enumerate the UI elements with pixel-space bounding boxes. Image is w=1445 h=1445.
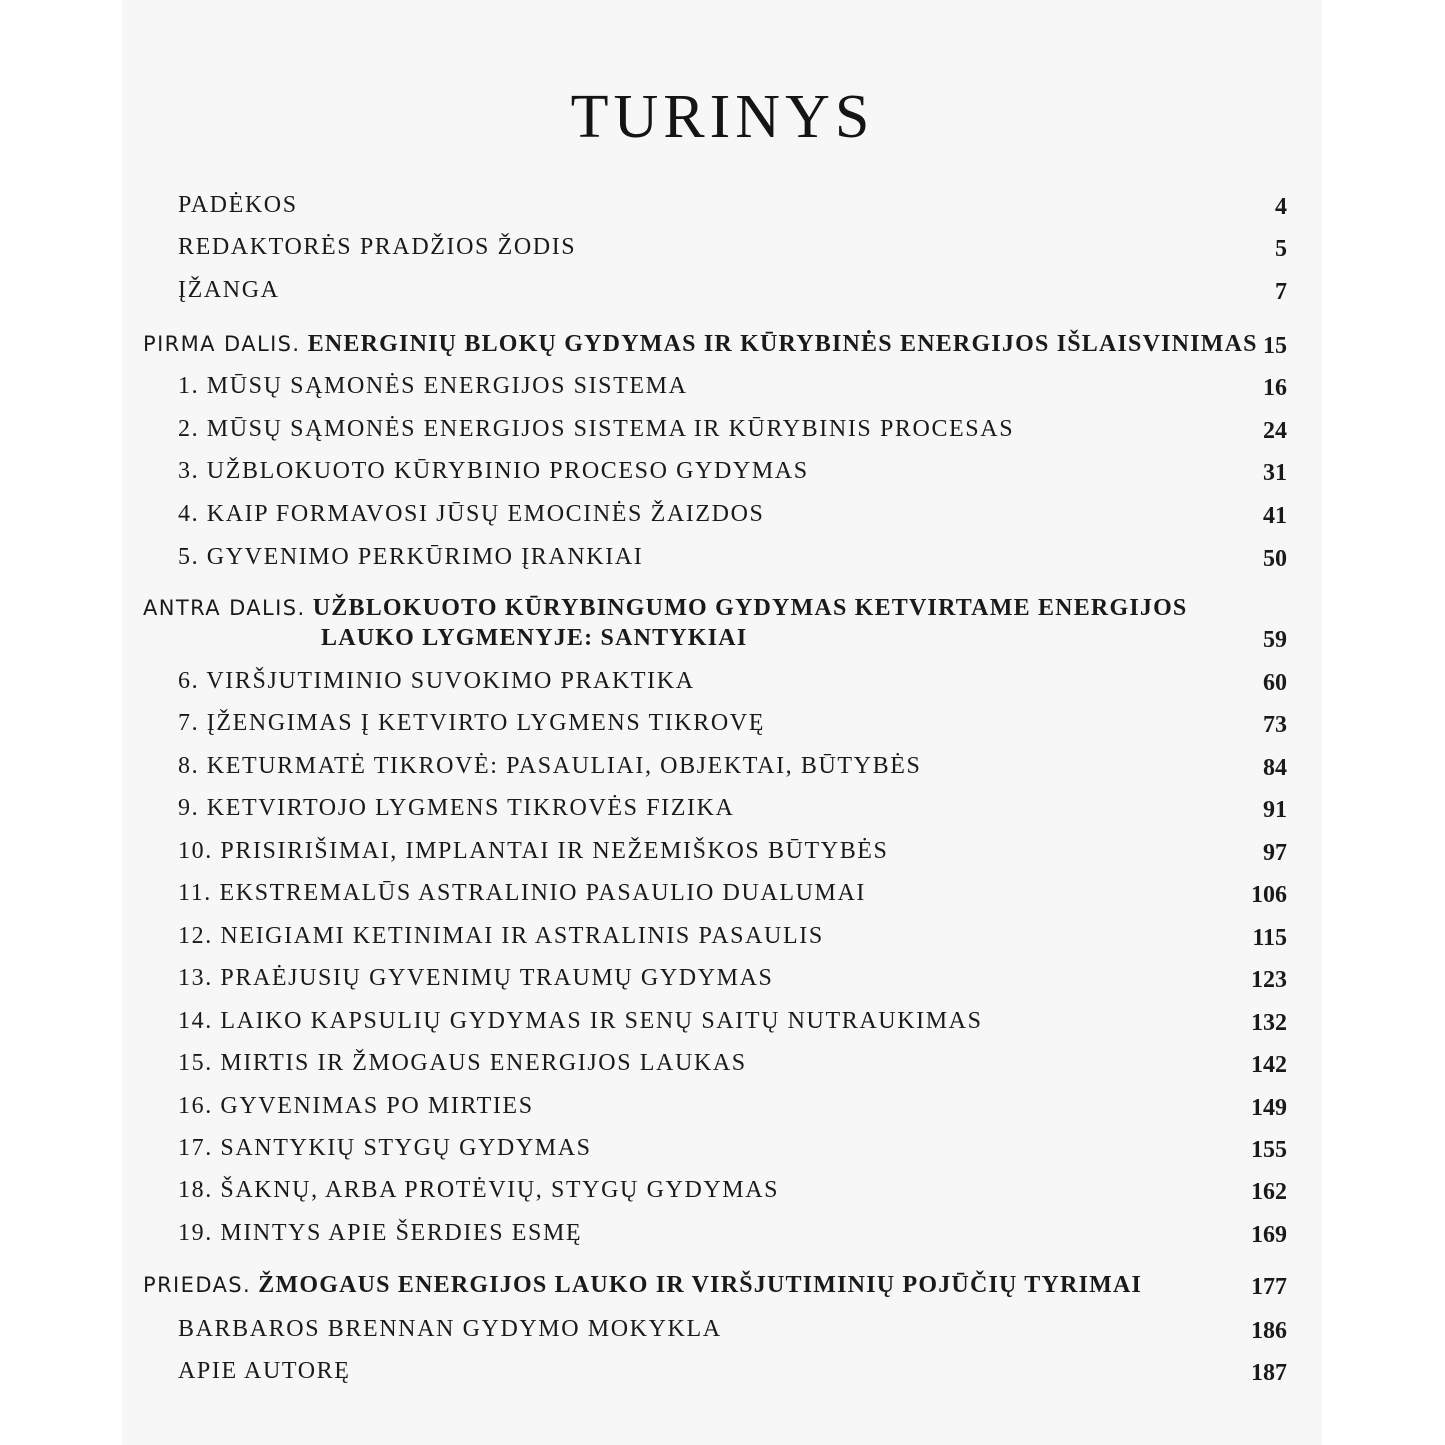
toc-entry-about-author[interactable]: [0, 1352, 1445, 1386]
toc-chapter-label: 8. KETURMATĖ TIKROVĖ: PASAULIAI, OBJEKTAI, BŪTYBĖS: [178, 753, 922, 779]
toc-page-number: 31: [1263, 460, 1287, 486]
toc-page-number: 186: [1251, 1318, 1287, 1344]
toc-part-heading: [143, 329, 1258, 359]
toc-chapter-10[interactable]: [0, 832, 1445, 866]
toc-chapter-label: 11. EKSTREMALŪS ASTRALINIO PASAULIO DUALUMAI: [178, 880, 866, 906]
toc-page-number: 60: [1263, 670, 1287, 696]
toc-page-number: 97: [1263, 840, 1287, 866]
page-title: TURINYS: [570, 82, 875, 151]
toc-chapter-label: 12. NEIGIAMI KETINIMAI IR ASTRALINIS PASAULIS: [178, 923, 824, 949]
toc-chapter-label: 4. KAIP FORMAVOSI JŪSŲ EMOCINĖS ŽAIZDOS: [178, 501, 765, 527]
toc-part-2-line-2[interactable]: [0, 619, 1445, 653]
toc-page-number: 123: [1251, 967, 1287, 993]
toc-chapter-label: 19. MINTYS APIE ŠERDIES ESMĘ: [178, 1220, 583, 1246]
toc-chapter-label: 7. ĮŽENGIMAS Į KETVIRTO LYGMENS TIKROVĘ: [178, 710, 765, 736]
toc-page-number: 177: [1251, 1274, 1287, 1300]
toc-page-number: 115: [1252, 925, 1287, 951]
toc-chapter-3[interactable]: [0, 452, 1445, 486]
toc-chapter-label: 5. GYVENIMO PERKŪRIMO ĮRANKIAI: [178, 544, 644, 570]
toc-entry-label: BARBAROS BRENNAN GYDYMO MOKYKLA: [178, 1316, 722, 1342]
toc-chapter-label: 18. ŠAKNŲ, ARBA PROTĖVIŲ, STYGŲ GYDYMAS: [178, 1177, 780, 1203]
toc-chapter-12[interactable]: [0, 917, 1445, 951]
toc-page-number: 84: [1263, 755, 1287, 781]
part-prefix: ANTRA DALIS.: [143, 596, 306, 620]
toc-chapter-label: 10. PRISIRIŠIMAI, IMPLANTAI IR NEŽEMIŠKOS BŪTYBĖS: [178, 838, 889, 864]
toc-entry-izanga[interactable]: [0, 271, 1445, 305]
toc-page-number: 73: [1263, 712, 1287, 738]
toc-entry-redaktores-zodis[interactable]: [0, 228, 1445, 262]
toc-chapter-1[interactable]: [0, 367, 1445, 401]
toc-page-number: 106: [1251, 882, 1287, 908]
toc-page-number: 15: [1263, 333, 1287, 359]
toc-chapter-label: 6. VIRŠJUTIMINIO SUVOKIMO PRAKTIKA: [178, 668, 695, 694]
toc-appendix-heading: [143, 1270, 1142, 1300]
toc-entry-label: APIE AUTORĘ: [178, 1358, 351, 1384]
toc-chapter-label: 14. LAIKO KAPSULIŲ GYDYMAS IR SENŲ SAITŲ NUTRAUKIMAS: [178, 1008, 983, 1034]
toc-chapter-label: 9. KETVIRTOJO LYGMENS TIKROVĖS FIZIKA: [178, 795, 735, 821]
appendix-prefix: PRIEDAS.: [143, 1273, 252, 1297]
toc-page-number: 16: [1263, 375, 1287, 401]
toc-chapter-label: 1. MŪSŲ SĄMONĖS ENERGIJOS SISTEMA: [178, 373, 688, 399]
toc-page-number: 24: [1263, 418, 1287, 444]
toc-chapter-19[interactable]: [0, 1214, 1445, 1248]
toc-chapter-label: 17. SANTYKIŲ STYGŲ GYDYMAS: [178, 1135, 592, 1161]
toc-page-number: 142: [1251, 1052, 1287, 1078]
toc-chapter-9[interactable]: [0, 789, 1445, 823]
toc-chapter-16[interactable]: [0, 1087, 1445, 1121]
toc-chapter-2[interactable]: [0, 410, 1445, 444]
toc-chapter-7[interactable]: [0, 704, 1445, 738]
part-prefix: PIRMA DALIS.: [143, 332, 301, 356]
toc-page-number: 169: [1251, 1222, 1287, 1248]
toc-appendix[interactable]: [0, 1266, 1445, 1300]
toc-chapter-11[interactable]: [0, 874, 1445, 908]
toc-chapter-8[interactable]: [0, 747, 1445, 781]
toc-chapter-15[interactable]: [0, 1044, 1445, 1078]
toc-entry-brennan-school[interactable]: [0, 1310, 1445, 1344]
toc-page-number: 59: [1263, 627, 1287, 653]
toc-page-number: 41: [1263, 503, 1287, 529]
toc-page-number: 149: [1251, 1095, 1287, 1121]
part-title-continued: LAUKO LYGMENYJE: SANTYKIAI: [321, 625, 748, 651]
toc-chapter-4[interactable]: [0, 495, 1445, 529]
toc-entry-label: PADĖKOS: [178, 192, 298, 218]
part-title: UŽBLOKUOTO KŪRYBINGUMO GYDYMAS KETVIRTAME ENERGIJOS: [312, 595, 1188, 621]
toc-chapter-label: 16. GYVENIMAS PO MIRTIES: [178, 1093, 534, 1119]
toc-chapter-13[interactable]: [0, 959, 1445, 993]
toc-chapter-18[interactable]: [0, 1171, 1445, 1205]
toc-chapter-label: 3. UŽBLOKUOTO KŪRYBINIO PROCESO GYDYMAS: [178, 458, 809, 484]
toc-chapter-label: 13. PRAĖJUSIŲ GYVENIMŲ TRAUMŲ GYDYMAS: [178, 965, 774, 991]
toc-page-number: 5: [1275, 236, 1287, 262]
toc-chapter-label: 15. MIRTIS IR ŽMOGAUS ENERGIJOS LAUKAS: [178, 1050, 747, 1076]
appendix-title: ŽMOGAUS ENERGIJOS LAUKO IR VIRŠJUTIMINIŲ POJŪČIŲ TYRIMAI: [258, 1272, 1143, 1298]
toc-chapter-14[interactable]: [0, 1002, 1445, 1036]
part-title: ENERGINIŲ BLOKŲ GYDYMAS IR KŪRYBINĖS ENERGIJOS IŠLAISVINIMAS: [307, 331, 1258, 357]
toc-entry-padekos[interactable]: [0, 186, 1445, 220]
toc-page-number: 4: [1275, 194, 1287, 220]
toc-page-number: 132: [1251, 1010, 1287, 1036]
toc-chapter-label: 2. MŪSŲ SĄMONĖS ENERGIJOS SISTEMA IR KŪRYBINIS PROCESAS: [178, 416, 1015, 442]
toc-part-2-line-1[interactable]: [0, 589, 1445, 623]
toc-part-heading-continued: [321, 623, 747, 653]
toc-page-number: 162: [1251, 1179, 1287, 1205]
toc-page-number: 7: [1275, 279, 1287, 305]
toc-page-number: 187: [1251, 1360, 1287, 1386]
toc-page-number: 155: [1251, 1137, 1287, 1163]
toc-page-number: 91: [1263, 797, 1287, 823]
toc-part-1[interactable]: [0, 325, 1445, 359]
toc-chapter-6[interactable]: [0, 662, 1445, 696]
toc-chapter-17[interactable]: [0, 1129, 1445, 1163]
toc-entry-label: REDAKTORĖS PRADŽIOS ŽODIS: [178, 234, 577, 260]
toc-chapter-5[interactable]: [0, 538, 1445, 572]
toc-page-number: 50: [1263, 546, 1287, 572]
toc-entry-label: ĮŽANGA: [178, 277, 280, 303]
